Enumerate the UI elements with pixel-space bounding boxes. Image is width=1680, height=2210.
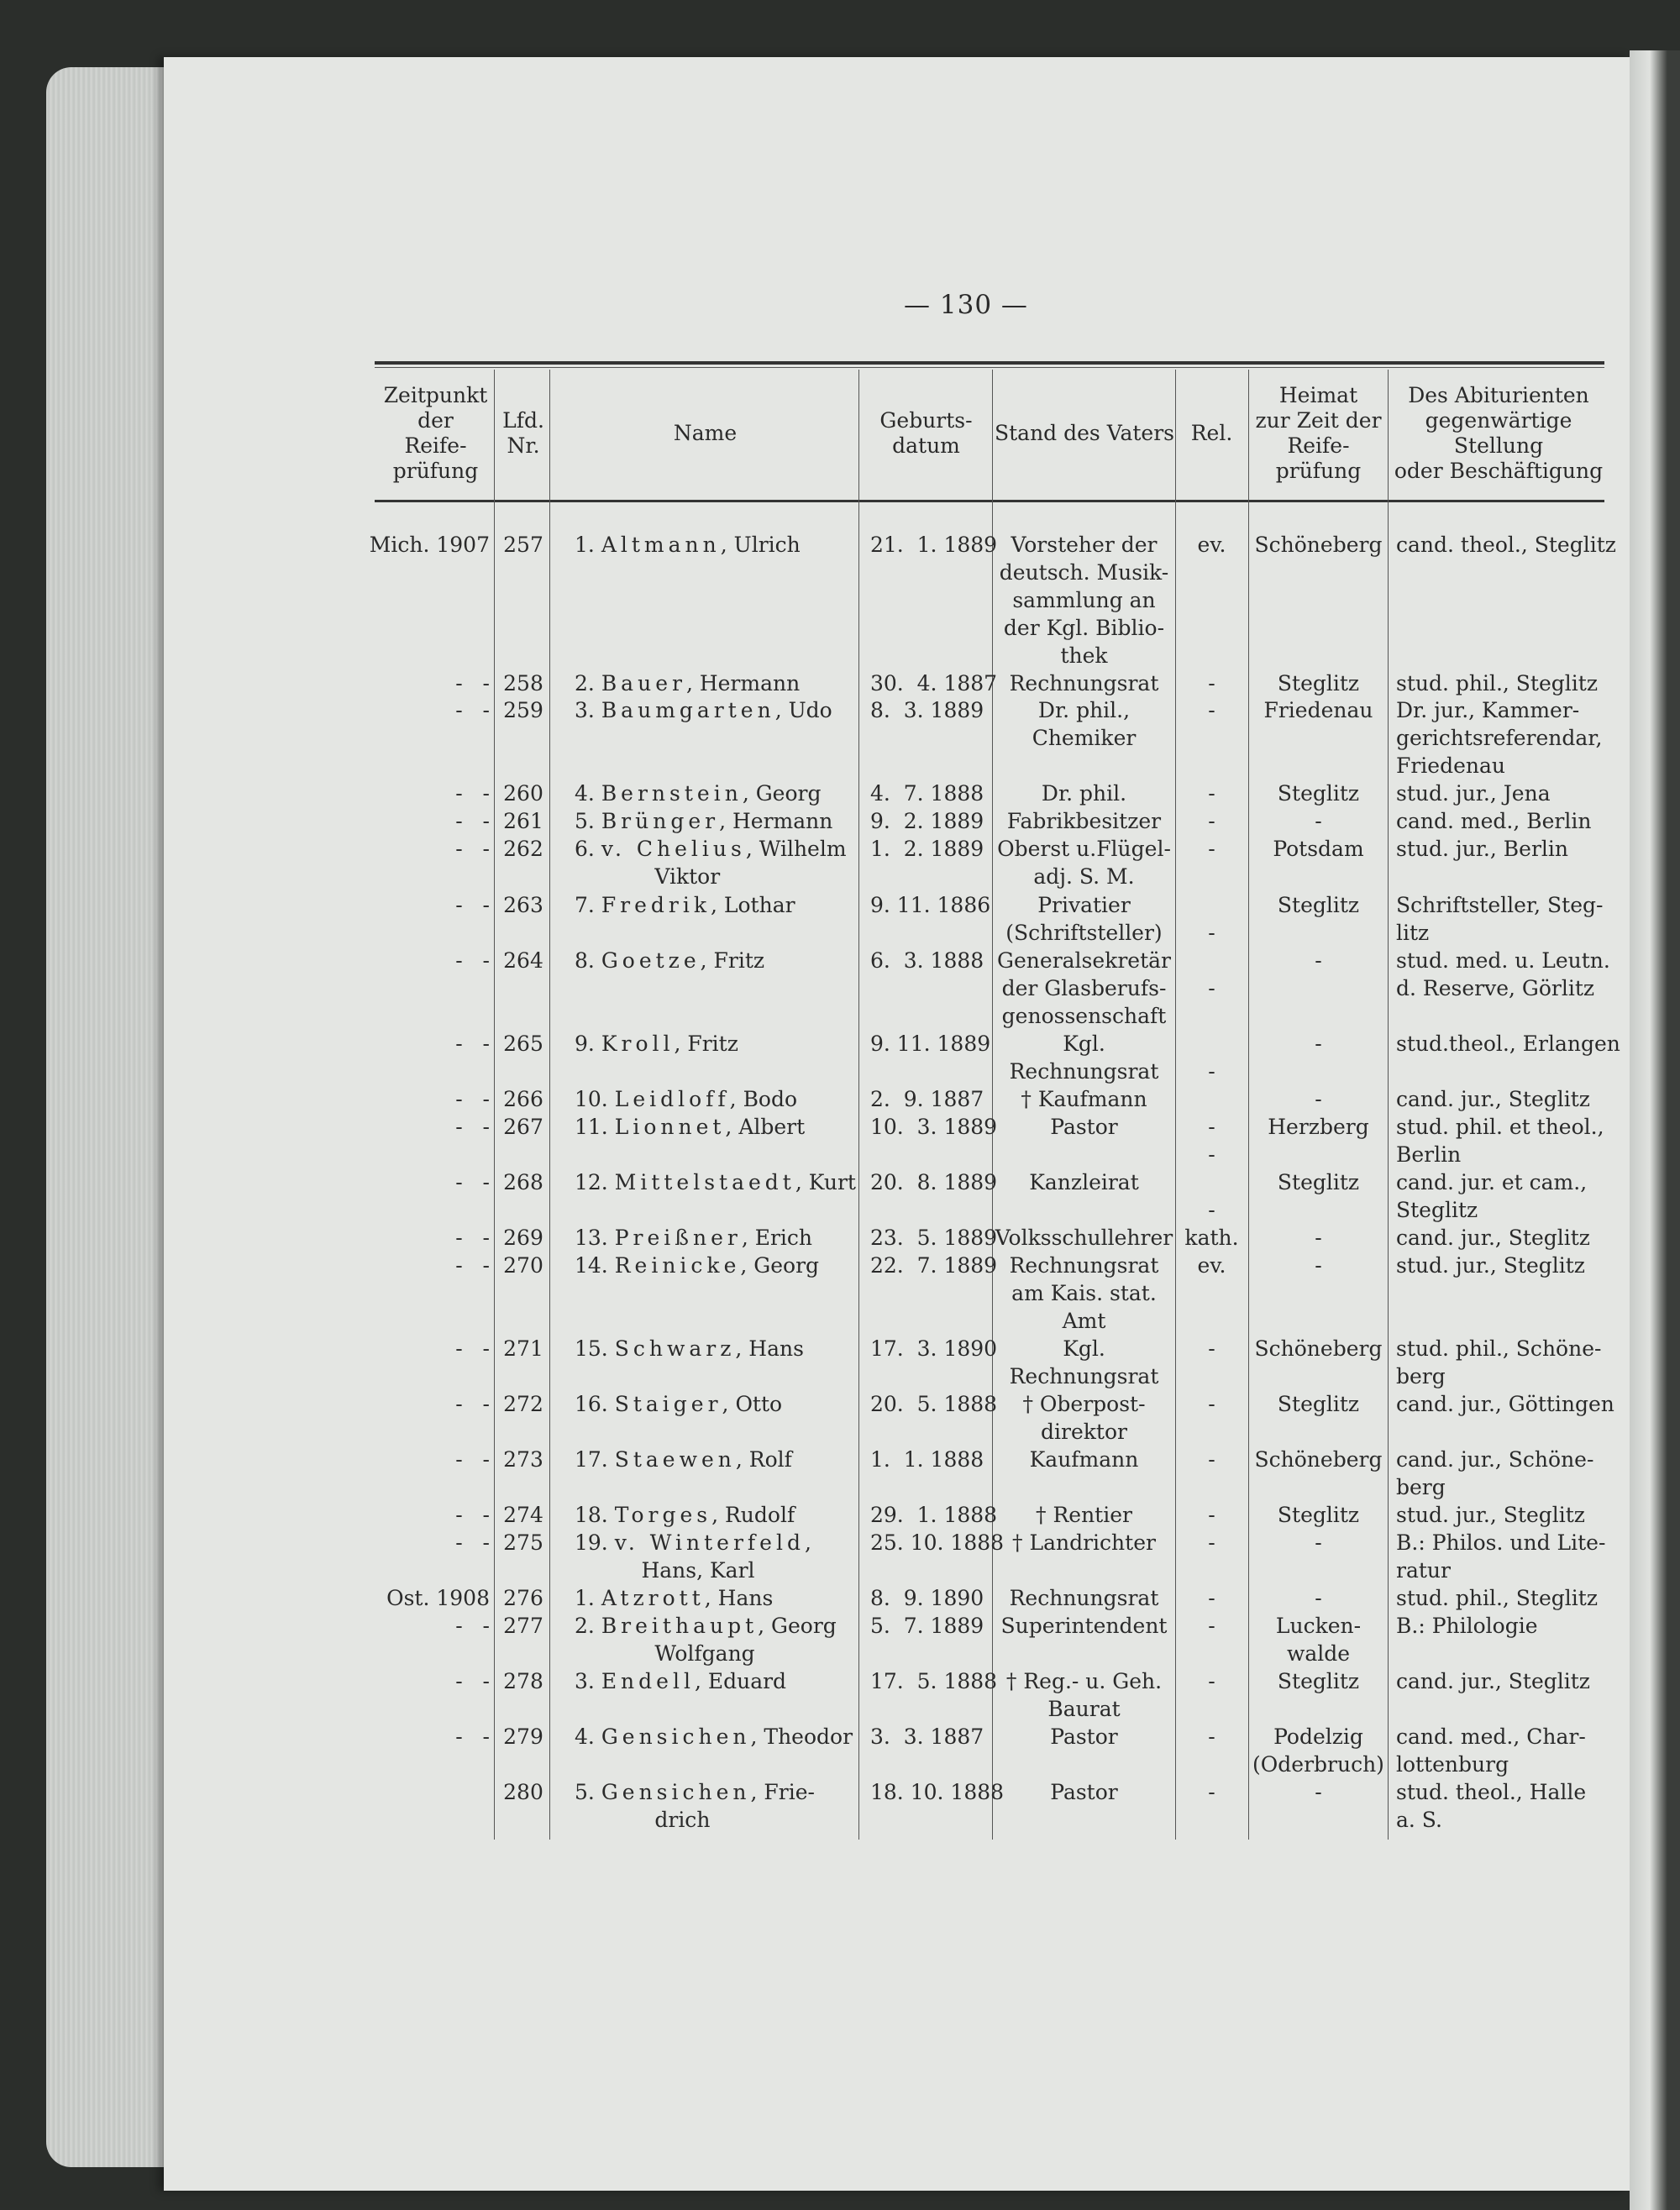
given-name: , Hans	[735, 1336, 804, 1361]
cell-current-occupation: Schriftsteller, Steg- litz	[1396, 893, 1604, 945]
cell-current-occupation: stud. theol., Halle a. S.	[1396, 1780, 1587, 1832]
cell-name	[575, 947, 877, 974]
cell-hometown: Lucken- walde	[1275, 1614, 1362, 1666]
cell-exam-date: - -	[455, 1032, 490, 1056]
cell-current-occupation: cand. med., Char- lottenburg	[1396, 1724, 1586, 1777]
cell-name	[575, 1335, 877, 1362]
header-job: Des Abiturienten gegenwärtige Stellung oder Beschäftigung	[1394, 383, 1604, 483]
name-index: 1.	[575, 533, 601, 557]
cell-name	[575, 780, 877, 807]
name-index: 1.	[575, 1586, 601, 1610]
cell-religion: -	[1208, 1447, 1215, 1472]
cell-hometown: Potsdam	[1273, 837, 1364, 861]
cell-religion: -	[1208, 671, 1215, 696]
cell-exam-date: - -	[455, 1447, 490, 1472]
cell-exam-date: - -	[455, 1336, 490, 1361]
cell-current-occupation: cand. med., Berlin	[1396, 809, 1592, 833]
cell-current-occupation: cand. jur. et cam., Steglitz	[1396, 1170, 1588, 1222]
cell-birth-date: 21. 1. 1889	[870, 533, 998, 557]
cell-name	[575, 1113, 877, 1141]
given-name: , Georg	[742, 781, 822, 806]
cell-serial-number: 260	[503, 781, 543, 806]
cell-father-occupation: Pastor	[1050, 1780, 1118, 1804]
cell-exam-date: - -	[455, 1392, 490, 1416]
cell-name	[575, 1501, 877, 1529]
cell-hometown: Steglitz	[1277, 1392, 1360, 1416]
cell-serial-number: 265	[503, 1032, 543, 1056]
cell-hometown: -	[1315, 948, 1322, 973]
cell-name	[575, 1446, 877, 1473]
name-index: 2.	[575, 1614, 601, 1638]
cell-birth-date: 29. 1. 1888	[870, 1503, 998, 1527]
cell-serial-number: 258	[503, 671, 543, 696]
cell-current-occupation: stud. phil., Steglitz	[1396, 1586, 1598, 1610]
name-index: 2.	[575, 671, 601, 696]
cell-exam-date: - -	[455, 1226, 490, 1250]
surname: Baumgarten	[601, 698, 775, 722]
cell-religion: -	[1208, 976, 1215, 1000]
cell-name	[575, 1723, 877, 1751]
surname: Mittelstaedt	[614, 1170, 795, 1194]
surname: Bernstein	[601, 781, 743, 806]
cell-exam-date: - -	[455, 671, 490, 696]
cell-exam-date: - -	[455, 1614, 490, 1638]
given-name: , Georg	[740, 1253, 820, 1278]
cell-name	[575, 1390, 877, 1418]
cell-current-occupation: cand. jur., Steglitz	[1396, 1226, 1590, 1250]
cell-current-occupation: Dr. jur., Kammer- gerichtsreferendar, Friedenau	[1396, 698, 1603, 778]
cell-religion: -	[1208, 1503, 1215, 1527]
given-name: , Theodor	[750, 1724, 853, 1749]
cell-religion: -	[1208, 921, 1215, 945]
cell-exam-date: - -	[455, 698, 490, 722]
cell-hometown: Friedenau	[1263, 698, 1373, 722]
surname: Schwarz	[614, 1336, 736, 1361]
name-index: 7.	[575, 893, 601, 917]
cell-name	[575, 1584, 877, 1612]
cell-birth-date: 9. 11. 1886	[870, 893, 991, 917]
name-index: 8.	[575, 948, 601, 973]
cell-religion: -	[1208, 1392, 1215, 1416]
cell-serial-number: 280	[503, 1780, 543, 1804]
cell-current-occupation: cand. theol., Steglitz	[1396, 533, 1616, 557]
cell-hometown: Steglitz	[1277, 893, 1360, 917]
cell-father-occupation: Kaufmann	[1029, 1447, 1139, 1472]
cell-religion: ev.	[1197, 1253, 1226, 1278]
cell-hometown: Steglitz	[1277, 781, 1360, 806]
given-name: , Fritz	[674, 1032, 738, 1056]
cell-exam-date: - -	[455, 809, 490, 833]
table-header-rule	[375, 500, 1604, 502]
cell-name	[575, 669, 877, 697]
cell-hometown: -	[1315, 1032, 1322, 1056]
cell-father-occupation: † Kaufmann	[1021, 1087, 1147, 1111]
cell-name	[575, 1667, 877, 1695]
surname: Endell	[601, 1669, 695, 1693]
cell-father-occupation: Pastor	[1050, 1724, 1118, 1749]
cell-religion: -	[1208, 1724, 1215, 1749]
cell-serial-number: 278	[503, 1669, 543, 1693]
cell-religion: -	[1208, 1586, 1215, 1610]
surname: Brünger	[601, 809, 720, 833]
cell-serial-number: 268	[503, 1170, 543, 1194]
name-index: 11.	[575, 1115, 615, 1139]
cell-exam-date: - -	[455, 1503, 490, 1527]
name-index: 19.	[575, 1530, 615, 1555]
cell-religion: -	[1208, 698, 1215, 722]
cell-current-occupation: stud. med. u. Leutn. d. Reserve, Görlitz	[1396, 948, 1610, 1000]
name-index: 15.	[575, 1336, 615, 1361]
given-name: , Hans	[704, 1586, 774, 1610]
name-index: 9.	[575, 1032, 601, 1056]
name-index: 18.	[575, 1503, 615, 1527]
column-rule	[1388, 370, 1389, 1840]
cell-hometown: -	[1315, 1087, 1322, 1111]
table-top-rule	[375, 361, 1604, 365]
cell-current-occupation: B.: Philologie	[1396, 1614, 1538, 1638]
surname: Kroll	[601, 1032, 675, 1056]
cell-exam-date: - -	[455, 1115, 490, 1139]
surname: Atzrott	[601, 1586, 705, 1610]
surname: Gensichen	[601, 1780, 751, 1804]
cell-father-occupation: Rechnungsrat	[1009, 1586, 1159, 1610]
cell-current-occupation: stud. phil., Steglitz	[1396, 671, 1598, 696]
cell-serial-number: 263	[503, 893, 543, 917]
cell-hometown: Steglitz	[1277, 671, 1360, 696]
given-name: , Kurt	[795, 1170, 856, 1194]
cell-serial-number: 267	[503, 1115, 543, 1139]
cell-birth-date: 5. 7. 1889	[870, 1614, 984, 1638]
cell-birth-date: 6. 3. 1888	[870, 948, 984, 973]
given-name: , Georg Wolfgang	[654, 1614, 837, 1666]
given-name: , Udo	[774, 698, 832, 722]
cell-name	[575, 1224, 877, 1252]
given-name: , Lothar	[711, 893, 795, 917]
name-index: 3.	[575, 698, 601, 722]
cell-current-occupation: stud. jur., Jena	[1396, 781, 1551, 806]
cell-birth-date: 1. 2. 1889	[870, 837, 984, 861]
cell-current-occupation: stud.theol., Erlangen	[1396, 1032, 1620, 1056]
cell-birth-date: 20. 5. 1888	[870, 1392, 998, 1416]
given-name: , Hermann	[685, 671, 801, 696]
cell-hometown: -	[1315, 1253, 1322, 1278]
cell-name	[575, 696, 877, 724]
cell-religion: -	[1208, 1614, 1215, 1638]
cell-serial-number: 264	[503, 948, 543, 973]
cell-father-occupation: Pastor	[1050, 1115, 1118, 1139]
surname: Leidloff	[614, 1087, 730, 1111]
surname: Gensichen	[601, 1724, 751, 1749]
cell-name	[575, 1252, 877, 1279]
cell-father-occupation: Vorsteher der deutsch. Musik- sammlung an der Kgl. Biblio- thek	[999, 533, 1169, 668]
given-name: , Rudolf	[711, 1503, 795, 1527]
cell-birth-date: 10. 3. 1889	[870, 1115, 998, 1139]
given-name: , Ulrich	[720, 533, 801, 557]
cell-serial-number: 276	[503, 1586, 543, 1610]
cell-father-occupation: Dr. phil.	[1041, 781, 1127, 806]
cell-exam-date: - -	[455, 1087, 490, 1111]
name-index: 16.	[575, 1392, 615, 1416]
cell-father-occupation: Rechnungsrat	[1009, 671, 1159, 696]
header-nr: Lfd. Nr.	[502, 408, 544, 458]
surname: Preißner	[614, 1226, 742, 1250]
cell-serial-number: 270	[503, 1253, 543, 1278]
cell-hometown: Schöneberg	[1254, 1336, 1383, 1361]
next-page-edge	[1630, 50, 1680, 2210]
cell-father-occupation: Kanzleirat	[1029, 1170, 1139, 1194]
cell-father-occupation: Generalsekretär der Glasberufs- genossenschaft	[997, 948, 1171, 1028]
cell-serial-number: 259	[503, 698, 543, 722]
header-time: Zeitpunkt der Reife- prüfung	[383, 383, 488, 483]
cell-current-occupation: stud. jur., Steglitz	[1396, 1253, 1585, 1278]
given-name: , Albert	[725, 1115, 806, 1139]
name-index: 12.	[575, 1170, 615, 1194]
cell-serial-number: 261	[503, 809, 543, 833]
name-index: 5.	[575, 1780, 601, 1804]
cell-father-occupation: Kgl. Rechnungsrat	[1009, 1336, 1159, 1388]
cell-birth-date: 25. 10. 1888	[870, 1530, 1005, 1555]
header-father: Stand des Vaters	[995, 421, 1174, 445]
cell-exam-date: - -	[455, 1530, 490, 1555]
name-index: 3.	[575, 1669, 601, 1693]
surname: Goetze	[601, 948, 701, 973]
cell-hometown: Steglitz	[1277, 1669, 1360, 1693]
cell-name	[575, 807, 877, 835]
cell-birth-date: 30. 4. 1887	[870, 671, 998, 696]
cell-name	[575, 531, 877, 559]
cell-birth-date: 18. 10. 1888	[870, 1780, 1005, 1804]
cell-father-occupation: Kgl. Rechnungsrat	[1009, 1032, 1159, 1084]
cell-hometown: Herzberg	[1268, 1115, 1369, 1139]
cell-birth-date: 8. 9. 1890	[870, 1586, 984, 1610]
cell-hometown: -	[1315, 1226, 1322, 1250]
page-number: — 130 —	[904, 290, 1028, 320]
surname: Staiger	[614, 1392, 722, 1416]
header-birth: Geburts- datum	[879, 408, 973, 458]
cell-current-occupation: stud. phil. et theol., Berlin	[1396, 1115, 1604, 1167]
cell-birth-date: 2. 9. 1887	[870, 1087, 984, 1111]
cell-current-occupation: cand. jur., Steglitz	[1396, 1087, 1590, 1111]
cell-name	[575, 1085, 877, 1113]
surname: v. Winterfeld	[614, 1530, 805, 1555]
cell-birth-date: 22. 7. 1889	[870, 1253, 998, 1278]
cell-hometown: Steglitz	[1277, 1170, 1360, 1194]
surname: Staewen	[614, 1447, 736, 1472]
surname: v. Chelius	[601, 837, 746, 861]
cell-serial-number: 273	[503, 1447, 543, 1472]
given-name: , Hans, Karl	[641, 1530, 811, 1583]
cell-father-occupation: † Rentier	[1036, 1503, 1132, 1527]
cell-religion: ev.	[1197, 533, 1226, 557]
cell-exam-date: - -	[455, 948, 490, 973]
cell-religion: - -	[1208, 1115, 1215, 1167]
name-index: 14.	[575, 1253, 615, 1278]
given-name: , Otto	[722, 1392, 783, 1416]
given-name: , Erich	[741, 1226, 813, 1250]
cell-birth-date: 17. 5. 1888	[870, 1669, 998, 1693]
cell-father-occupation: Oberst u.Flügel- adj. S. M.	[997, 837, 1171, 889]
header-home: Heimat zur Zeit der Reife- prüfung	[1255, 383, 1382, 483]
cell-name	[575, 891, 877, 919]
cell-exam-date: - -	[455, 781, 490, 806]
cell-birth-date: 8. 3. 1889	[870, 698, 984, 722]
cell-father-occupation: Privatier (Schriftsteller)	[1005, 893, 1163, 945]
name-index: 6.	[575, 837, 601, 861]
cell-hometown: -	[1315, 1530, 1322, 1555]
cell-hometown: -	[1315, 1780, 1322, 1804]
cell-hometown: -	[1315, 809, 1322, 833]
name-index: 13.	[575, 1226, 615, 1250]
given-name: , Bodo	[729, 1087, 798, 1111]
cell-religion: kath.	[1184, 1226, 1239, 1250]
cell-exam-date: Mich. 1907	[369, 533, 490, 557]
cell-birth-date: 20. 8. 1889	[870, 1170, 998, 1194]
surname: Altmann	[601, 533, 721, 557]
cell-religion: -	[1208, 1198, 1215, 1222]
cell-religion: -	[1208, 781, 1215, 806]
cell-religion: -	[1208, 1780, 1215, 1804]
cell-religion: -	[1208, 1336, 1215, 1361]
given-name: , Eduard	[694, 1669, 787, 1693]
surname: Reinicke	[614, 1253, 741, 1278]
cell-exam-date: - -	[455, 893, 490, 917]
name-index: 4.	[575, 1724, 601, 1749]
cell-father-occupation: Fabrikbesitzer	[1006, 809, 1162, 833]
cell-name	[575, 835, 877, 890]
surname: Lionnet	[614, 1115, 726, 1139]
cell-father-occupation: † Reg.- u. Geh. Baurat	[1005, 1669, 1163, 1721]
cell-hometown: Schöneberg	[1254, 533, 1383, 557]
header-name: Name	[673, 421, 738, 445]
cell-current-occupation: stud. phil., Schöne- berg	[1396, 1336, 1602, 1388]
cell-exam-date: - -	[455, 1253, 490, 1278]
cell-serial-number: 277	[503, 1614, 543, 1638]
cell-serial-number: 279	[503, 1724, 543, 1749]
cell-serial-number: 271	[503, 1336, 543, 1361]
book-page-edges	[46, 67, 172, 2167]
surname: Bauer	[601, 671, 686, 696]
cell-current-occupation: stud. jur., Berlin	[1396, 837, 1568, 861]
surname: Torges	[614, 1503, 712, 1527]
cell-name	[575, 1168, 877, 1196]
cell-father-occupation: Rechnungsrat am Kais. stat. Amt	[1009, 1253, 1159, 1333]
given-name: , Frie- drich	[654, 1780, 815, 1832]
given-name: , Fritz	[700, 948, 765, 973]
cell-exam-date: - -	[455, 1669, 490, 1693]
cell-exam-date: Ost. 1908	[386, 1586, 490, 1610]
given-name: , Rolf	[735, 1447, 792, 1472]
cell-current-occupation: B.: Philos. und Lite- ratur	[1396, 1530, 1606, 1583]
cell-exam-date: - -	[455, 1724, 490, 1749]
cell-religion: -	[1208, 837, 1215, 861]
cell-birth-date: 3. 3. 1887	[870, 1724, 984, 1749]
given-name: , Hermann	[719, 809, 833, 833]
cell-exam-date: - -	[455, 837, 490, 861]
cell-religion: -	[1208, 809, 1215, 833]
cell-birth-date: 23. 5. 1889	[870, 1226, 998, 1250]
cell-current-occupation: cand. jur., Schöne- berg	[1396, 1447, 1594, 1499]
name-index: 17.	[575, 1447, 615, 1472]
cell-father-occupation: † Oberpost- direktor	[1022, 1392, 1146, 1444]
cell-serial-number: 274	[503, 1503, 543, 1527]
cell-serial-number: 266	[503, 1087, 543, 1111]
cell-current-occupation: cand. jur., Steglitz	[1396, 1669, 1590, 1693]
cell-birth-date: 4. 7. 1888	[870, 781, 984, 806]
cell-serial-number: 257	[503, 533, 543, 557]
cell-exam-date: - -	[455, 1170, 490, 1194]
column-rule	[549, 370, 550, 1840]
cell-hometown: Podelzig (Oderbruch)	[1252, 1724, 1384, 1777]
cell-birth-date: 9. 11. 1889	[870, 1032, 991, 1056]
given-name: , Wilhelm Viktor	[654, 837, 847, 889]
cell-father-occupation: † Landrichter	[1012, 1530, 1156, 1555]
cell-hometown: Schöneberg	[1254, 1447, 1383, 1472]
cell-birth-date: 17. 3. 1890	[870, 1336, 998, 1361]
cell-religion: -	[1208, 1059, 1215, 1084]
name-index: 10.	[575, 1087, 615, 1111]
surname: Breithaupt	[601, 1614, 759, 1638]
cell-current-occupation: stud. jur., Steglitz	[1396, 1503, 1585, 1527]
cell-serial-number: 272	[503, 1392, 543, 1416]
cell-name	[575, 1030, 877, 1058]
cell-current-occupation: cand. jur., Göttingen	[1396, 1392, 1614, 1416]
cell-father-occupation: Dr. phil., Chemiker	[1032, 698, 1137, 750]
cell-father-occupation: Superintendent	[1000, 1614, 1168, 1638]
name-index: 5.	[575, 809, 601, 833]
surname: Fredrik	[601, 893, 711, 917]
cell-name	[575, 1778, 877, 1834]
cell-serial-number: 275	[503, 1530, 543, 1555]
cell-hometown: -	[1315, 1586, 1322, 1610]
cell-name	[575, 1612, 877, 1667]
name-index: 4.	[575, 781, 601, 806]
cell-serial-number: 269	[503, 1226, 543, 1250]
column-rule	[494, 370, 495, 1840]
cell-father-occupation: Volksschullehrer	[995, 1226, 1173, 1250]
cell-hometown: Steglitz	[1277, 1503, 1360, 1527]
cell-name	[575, 1529, 877, 1584]
cell-religion: -	[1208, 1530, 1215, 1555]
table-top-rule-thin	[375, 367, 1604, 368]
cell-birth-date: 1. 1. 1888	[870, 1447, 984, 1472]
cell-birth-date: 9. 2. 1889	[870, 809, 984, 833]
header-rel: Rel.	[1190, 421, 1233, 445]
cell-serial-number: 262	[503, 837, 543, 861]
cell-religion: -	[1208, 1669, 1215, 1693]
